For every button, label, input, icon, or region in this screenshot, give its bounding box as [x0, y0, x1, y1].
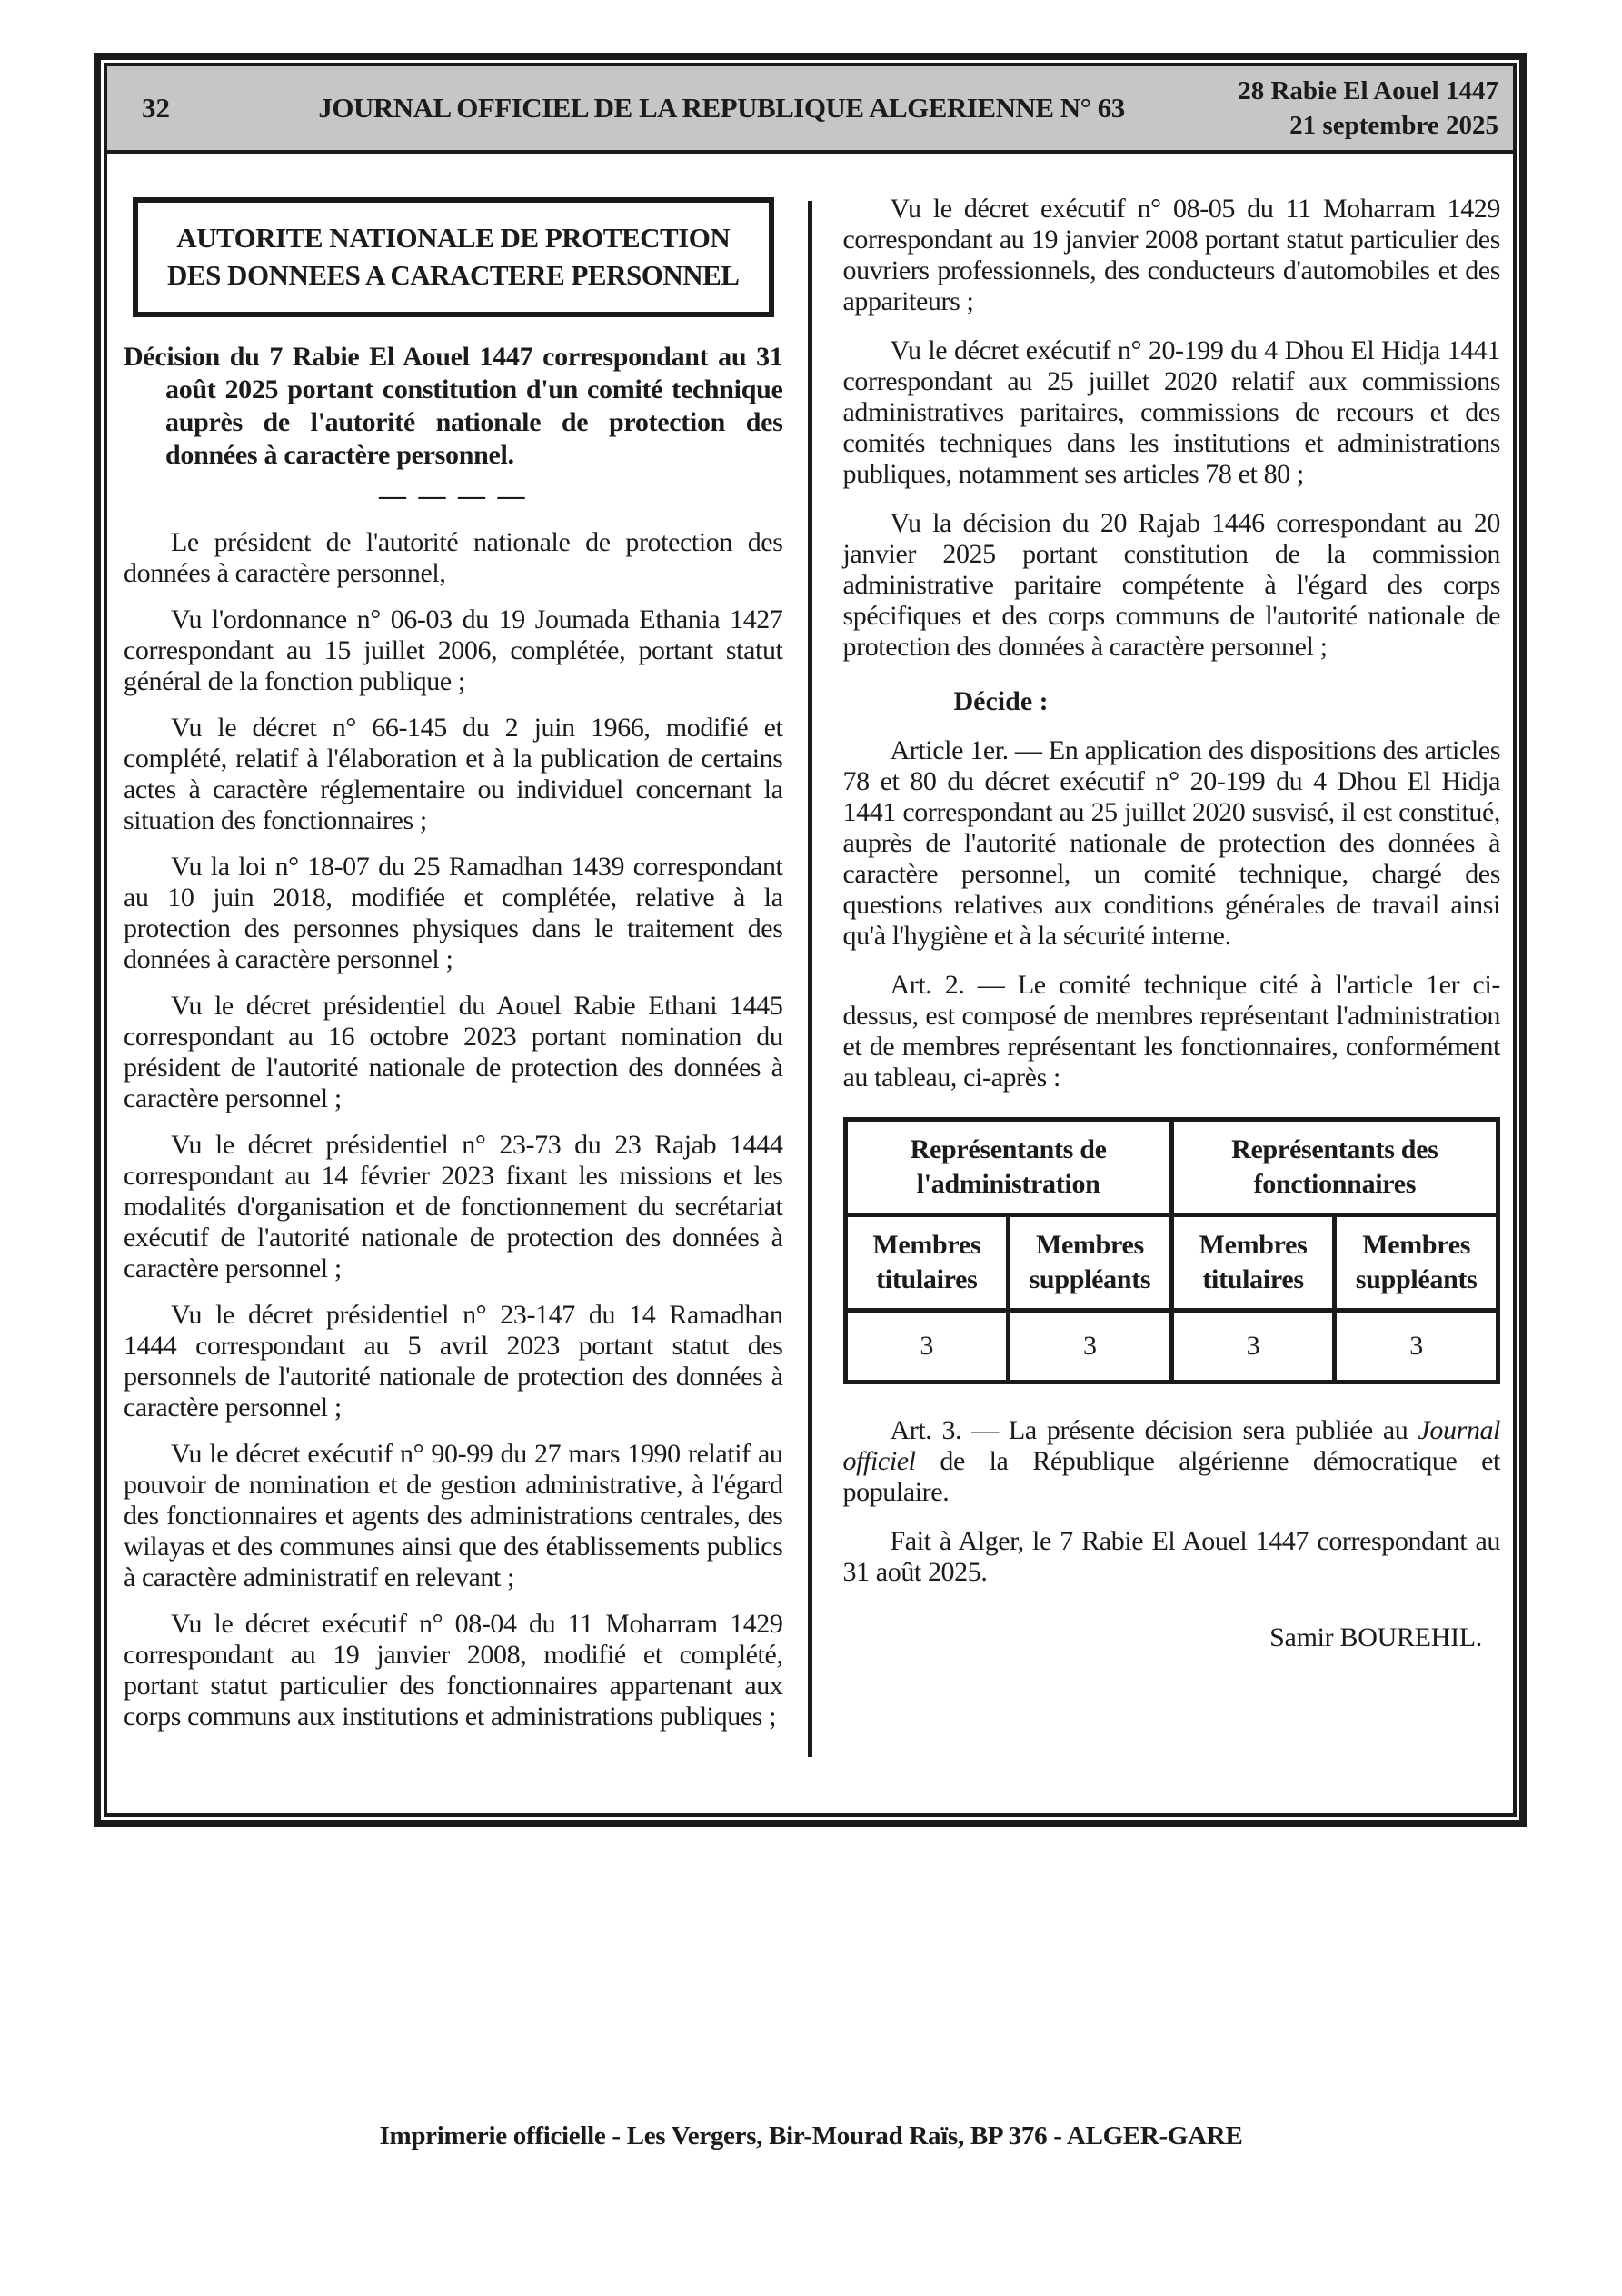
left-column	[107, 154, 811, 1813]
article-3	[843, 1415, 1501, 1508]
paragraph: Vu le décret exécutif n° 20-199 du 4 Dhou El Hidja 1441 correspondant au 25 juillet 2020 relatif aux commissions administratives paritaires, commissions de recours et des comités techniques dans les institutions et administrations publiques, notamment ses articles 78 et 80 ;	[842, 335, 1500, 489]
paragraph: Vu l'ordonnance n° 06-03 du 19 Joumada Ethania 1427 correspondant au 15 juillet 2006, complétée, portant statut général de la fonction publique ;	[124, 604, 783, 696]
paragraph: Vu la décision du 20 Rajab 1446 correspondant au 20 janvier 2025 portant constitution de la commission administrative paritaire compétente à l'égard des corps spécifiques et des corps communs de l'autorité nationale de protection des données à caractère personnel ;	[842, 508, 1500, 662]
group-header-fonctionnaires: Représentants des fonctionnaires	[1171, 1120, 1498, 1215]
right-column	[811, 154, 1514, 1813]
committee-members-table	[843, 1117, 1501, 1384]
article-1: Article 1er. — En application des dispositions des articles 78 et 80 du décret exécutif n° 20-199 du 4 Dhou El Hidja 1441 correspondant au 25 juillet 2020 susvisé, il est constitué, auprès de l'autorité nationale de protection des données à caractère personnel, un comité technique, chargé des questions relatives aux conditions générales de travail ainsi qu'à l'hygiène et à la sécurité interne.	[842, 735, 1500, 951]
paragraph: Vu le décret n° 66-145 du 2 juin 1966, modifié et complété, relatif à l'élaboration et à la publication de certains actes à caractère réglementaire ou individuel concernant la situation des fonctionnaires ;	[124, 713, 783, 835]
article-3-journal-officiel: Journal officiel	[842, 1415, 1500, 1476]
authority-title-line1: AUTORITE NATIONALE DE PROTECTION	[176, 222, 731, 254]
decide-label: Décide :	[953, 686, 1049, 716]
table-group-header-row	[845, 1120, 1498, 1215]
date-hijri: 28 Rabie El Aouel 1447	[1238, 76, 1498, 105]
article-3-prefix: Art. 3. — La présente décision sera publiée au	[890, 1415, 1418, 1445]
authority-title-line2: DES DONNEES A CARACTERE PERSONNEL	[167, 259, 740, 291]
subheader-titulaires-admin: Membres titulaires	[845, 1215, 1009, 1311]
paragraph: Vu la loi n° 18-07 du 25 Ramadhan 1439 correspondant au 10 juin 2018, modifiée et complétée, relative à la protection des personnes physiques dans le traitement des données à caractère personnel ;	[124, 852, 783, 974]
article-2: Art. 2. — Le comité technique cité à l'article 1er ci-dessus, est composé de membres représentant l'administration et de membres représentant les fonctionnaires, conformément au tableau, ci-après :	[842, 970, 1500, 1093]
table-values-row	[845, 1311, 1498, 1383]
group-header-administration: Représentants de l'administration	[845, 1120, 1171, 1215]
page-number: 32	[142, 92, 170, 124]
decision-heading: Décision du 7 Rabie El Aouel 1447 correspondant au 31 août 2025 portant constitution d'un comité technique auprès de l'autorité nationale de protection des données à caractère personnel.	[124, 342, 783, 470]
value-cell: 3	[1171, 1311, 1335, 1383]
subheader-titulaires-fonct: Membres titulaires	[1171, 1215, 1335, 1311]
subheader-suppleants-fonct: Membres suppléants	[1335, 1215, 1498, 1311]
paragraph: Vu le décret exécutif n° 90-99 du 27 mars 1990 relatif au pouvoir de nomination et de gestion administrative, à l'égard des fonctionnaires et agents des administrations centrales, des wilayas et des communes ainsi que des établissements publics à caractère administratif en relevant ;	[124, 1439, 783, 1592]
column-divider	[808, 201, 812, 1757]
value-cell: 3	[845, 1311, 1009, 1383]
imprimerie-footer: Imprimerie officielle - Les Vergers, Bir-Mourad Raïs, BP 376 - ALGER-GARE	[379, 2121, 1243, 2151]
value-cell: 3	[1335, 1311, 1498, 1383]
paragraph: Le président de l'autorité nationale de protection des données à caractère personnel,	[124, 527, 783, 588]
page-frame-inner	[104, 63, 1517, 1817]
article-3-suffix: de la République algérienne démocratique et populaire.	[842, 1446, 1500, 1507]
issue-dates	[1238, 74, 1498, 143]
value-cell: 3	[1009, 1311, 1172, 1383]
closing-statement: Fait à Alger, le 7 Rabie El Aouel 1447 correspondant au 31 août 2025.	[842, 1526, 1500, 1587]
masthead	[107, 66, 1513, 154]
paragraph: Vu le décret exécutif n° 08-05 du 11 Moharram 1429 correspondant au 19 janvier 2008 portant statut particulier des ouvriers professionnels, des conducteurs d'automobiles et des appariteurs ;	[842, 194, 1500, 316]
subheader-suppleants-admin: Membres suppléants	[1009, 1215, 1172, 1311]
authority-title-box	[133, 197, 774, 317]
page-frame	[94, 53, 1527, 1827]
paragraph: Vu le décret présidentiel du Aouel Rabie Ethani 1445 correspondant au 16 octobre 2023 portant nomination du président de l'autorité nationale de protection des données à caractère personnel ;	[124, 991, 783, 1113]
two-column-body	[107, 154, 1513, 1813]
date-gregorian: 21 septembre 2025	[1289, 111, 1498, 140]
dash-separator: — — — —	[379, 481, 528, 511]
paragraph: Vu le décret présidentiel n° 23-147 du 14 Ramadhan 1444 correspondant au 5 avril 2023 portant statut des personnels de l'autorité nationale de protection des données à caractère personnel ;	[124, 1300, 783, 1423]
paragraph: Vu le décret exécutif n° 08-04 du 11 Moharram 1429 correspondant au 19 janvier 2008, modifié et complété, portant statut particulier des fonctionnaires appartenant aux corps communs aux institutions et administrations publiques ;	[124, 1609, 783, 1732]
signature: Samir BOUREHIL.	[1269, 1622, 1482, 1652]
table-subheader-row	[845, 1215, 1498, 1311]
paragraph: Vu le décret présidentiel n° 23-73 du 23 Rajab 1444 correspondant au 14 février 2023 fixant les missions et les modalités d'organisation et de fonctionnement du secrétariat exécutif de l'autorité nationale de protection des données à caractère personnel ;	[124, 1130, 783, 1283]
journal-title: JOURNAL OFFICIEL DE LA REPUBLIQUE ALGERIENNE N° 63	[318, 92, 1125, 124]
